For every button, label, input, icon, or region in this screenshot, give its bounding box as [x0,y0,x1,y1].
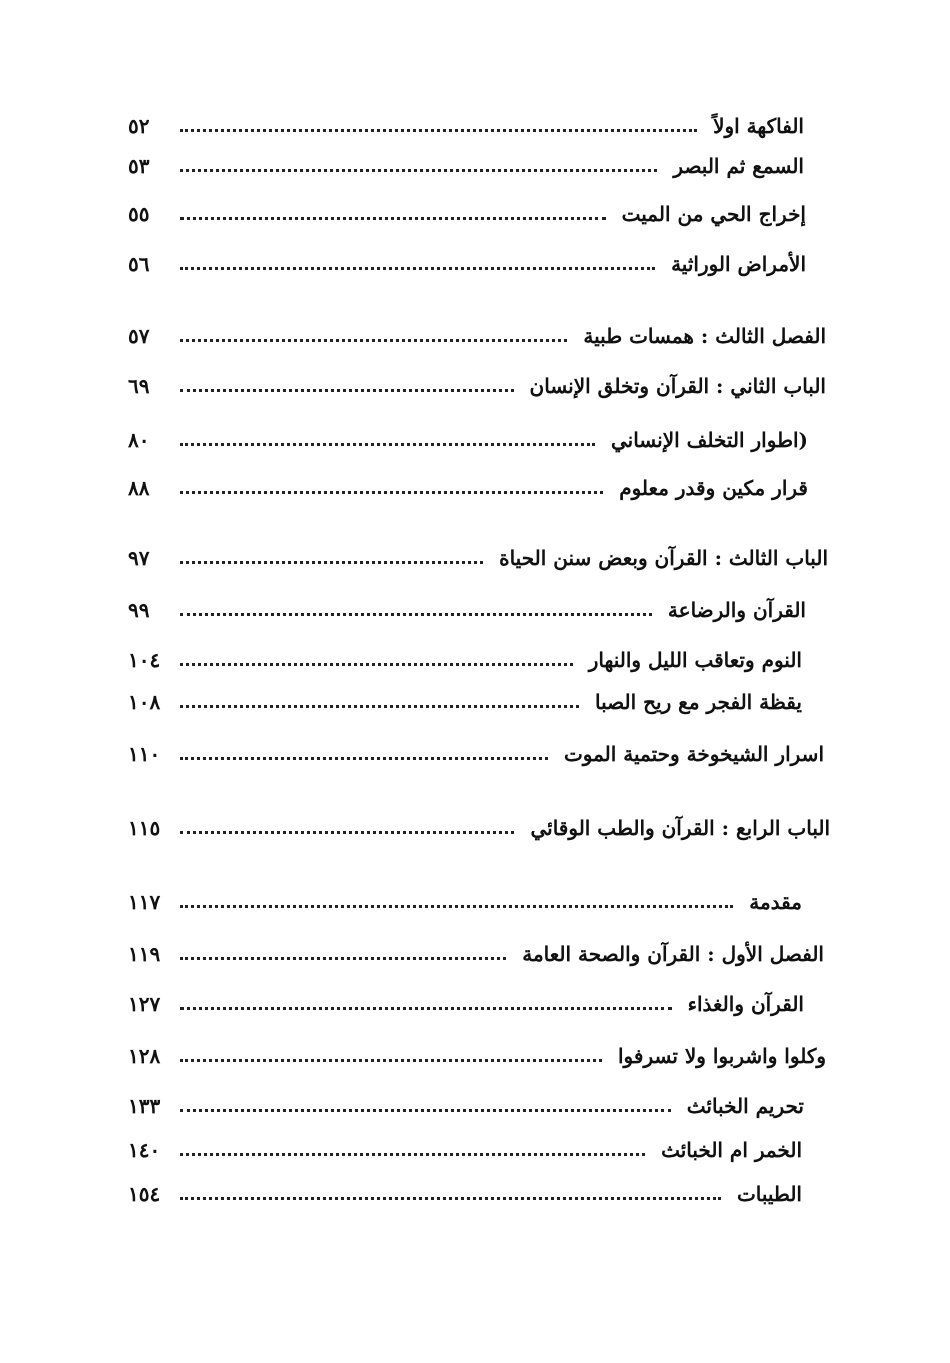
toc-entry-title: الفصل الثالث : همسات طبية [583,324,826,348]
toc-entry-title: قرار مكين وقدر معلوم [619,476,808,500]
toc-entry-title: اسرار الشيخوخة وحتمية الموت [563,742,824,766]
toc-entry-page: ٨٨ [128,476,150,500]
toc-entry-title: القرآن والغذاء [687,992,804,1016]
toc-entry-page: ١١٠ [128,742,161,766]
toc-entry-title: الطيبات [736,1182,802,1206]
toc-entry-title: الباب الرابع : القرآن والطب الوقائي [530,816,830,840]
toc-entry [128,884,802,920]
toc-entry-page: ٥٧ [128,324,150,348]
dot-leader [180,1059,602,1062]
toc-entry-title: يقظة الفجر مع ريح الصبا [595,690,802,714]
dot-leader [180,491,603,494]
toc-entry-page: ١٢٧ [128,992,161,1016]
toc-entry-title: الفصل الأول : القرآن والصحة العامة [522,942,824,966]
toc-entry-title: الأمراض الوراثية [671,252,806,276]
toc-entry-page: ٩٩ [128,598,150,622]
toc-entry-title: تحريم الخبائث [686,1094,804,1118]
toc-entry [128,368,826,404]
toc-entry-page: ٩٧ [128,546,150,570]
dot-leader [180,663,573,666]
dot-leader [180,1153,645,1156]
toc-entry-page: ٥٥ [128,202,150,226]
toc-entry-page: ١٤٠ [128,1138,161,1162]
toc-entry-page: ١٠٤ [128,648,161,672]
toc-entry [128,470,808,506]
toc-entry [128,422,808,458]
toc-entry-title: الخمر ام الخبائث [661,1138,802,1162]
toc-entry-page: ١١٧ [128,890,161,914]
toc-entry-page: ١١٥ [128,816,161,840]
toc-entry-page: ١٥٤ [128,1182,161,1206]
toc-entry-page: ١٢٨ [128,1044,161,1068]
dot-leader [180,389,514,392]
dot-leader [180,561,483,564]
toc-entry-title: الفاكهة اولاً [713,114,804,138]
toc-entry-page: ١٠٨ [128,690,161,714]
toc-entry-title: وكلوا واشربوا ولا تسرفوا [618,1044,826,1068]
toc-entry [128,246,806,282]
dot-leader [180,905,733,908]
toc-entry [128,540,828,576]
dot-leader [180,1197,721,1200]
toc-entry [128,1038,826,1074]
dot-leader [180,613,652,616]
dot-leader [180,1109,671,1112]
toc-entry [128,736,824,772]
toc-entry-title: القرآن والرضاعة [667,598,806,622]
toc-entry [128,1088,804,1124]
toc-entry-title: النوم وتعاقب الليل والنهار [588,648,802,672]
toc-entry [128,196,806,232]
toc-entry-page: ١١٩ [128,942,161,966]
dot-leader [180,169,657,172]
dot-leader [180,957,506,960]
toc-entry [128,642,802,678]
dot-leader [180,267,655,270]
toc-entry-title: إخراج الحي من الميت [621,202,806,226]
dot-leader [180,1007,672,1010]
toc-entry [128,108,804,144]
dot-leader [180,831,514,834]
toc-entry-page: ٦٩ [128,374,150,398]
toc-entry-page: ١٣٣ [128,1094,161,1118]
toc-entry-title: الباب الثاني : القرآن وتخلق الإنسان [529,374,826,398]
toc-entry [128,1176,802,1212]
toc-entry-page: ٨٠ [128,428,150,452]
dot-leader [180,757,548,760]
toc-entry-title: السمع ثم البصر [673,154,804,178]
toc-entry [128,684,802,720]
toc-entry-title: الباب الثالث : القرآن وبعض سنن الحياة [499,546,828,570]
toc-entry [128,148,804,184]
toc-entry-page: ٥٢ [128,114,150,138]
dot-leader [180,129,697,132]
toc-entry-page: ٥٣ [128,154,150,178]
toc-entry [128,1132,802,1168]
toc-entry-title: مقدمة [749,890,802,914]
toc-entry [128,986,804,1022]
dot-leader [180,217,606,220]
dot-leader [180,443,595,446]
toc-entry-title: (اطوار التخلف الإنساني [610,428,808,452]
toc-entry-page: ٥٦ [128,252,150,276]
toc-entry [128,936,824,972]
dot-leader [180,705,579,708]
toc-entry [128,592,806,628]
toc-entry [128,318,826,354]
toc-entry [128,810,830,846]
dot-leader [180,339,567,342]
